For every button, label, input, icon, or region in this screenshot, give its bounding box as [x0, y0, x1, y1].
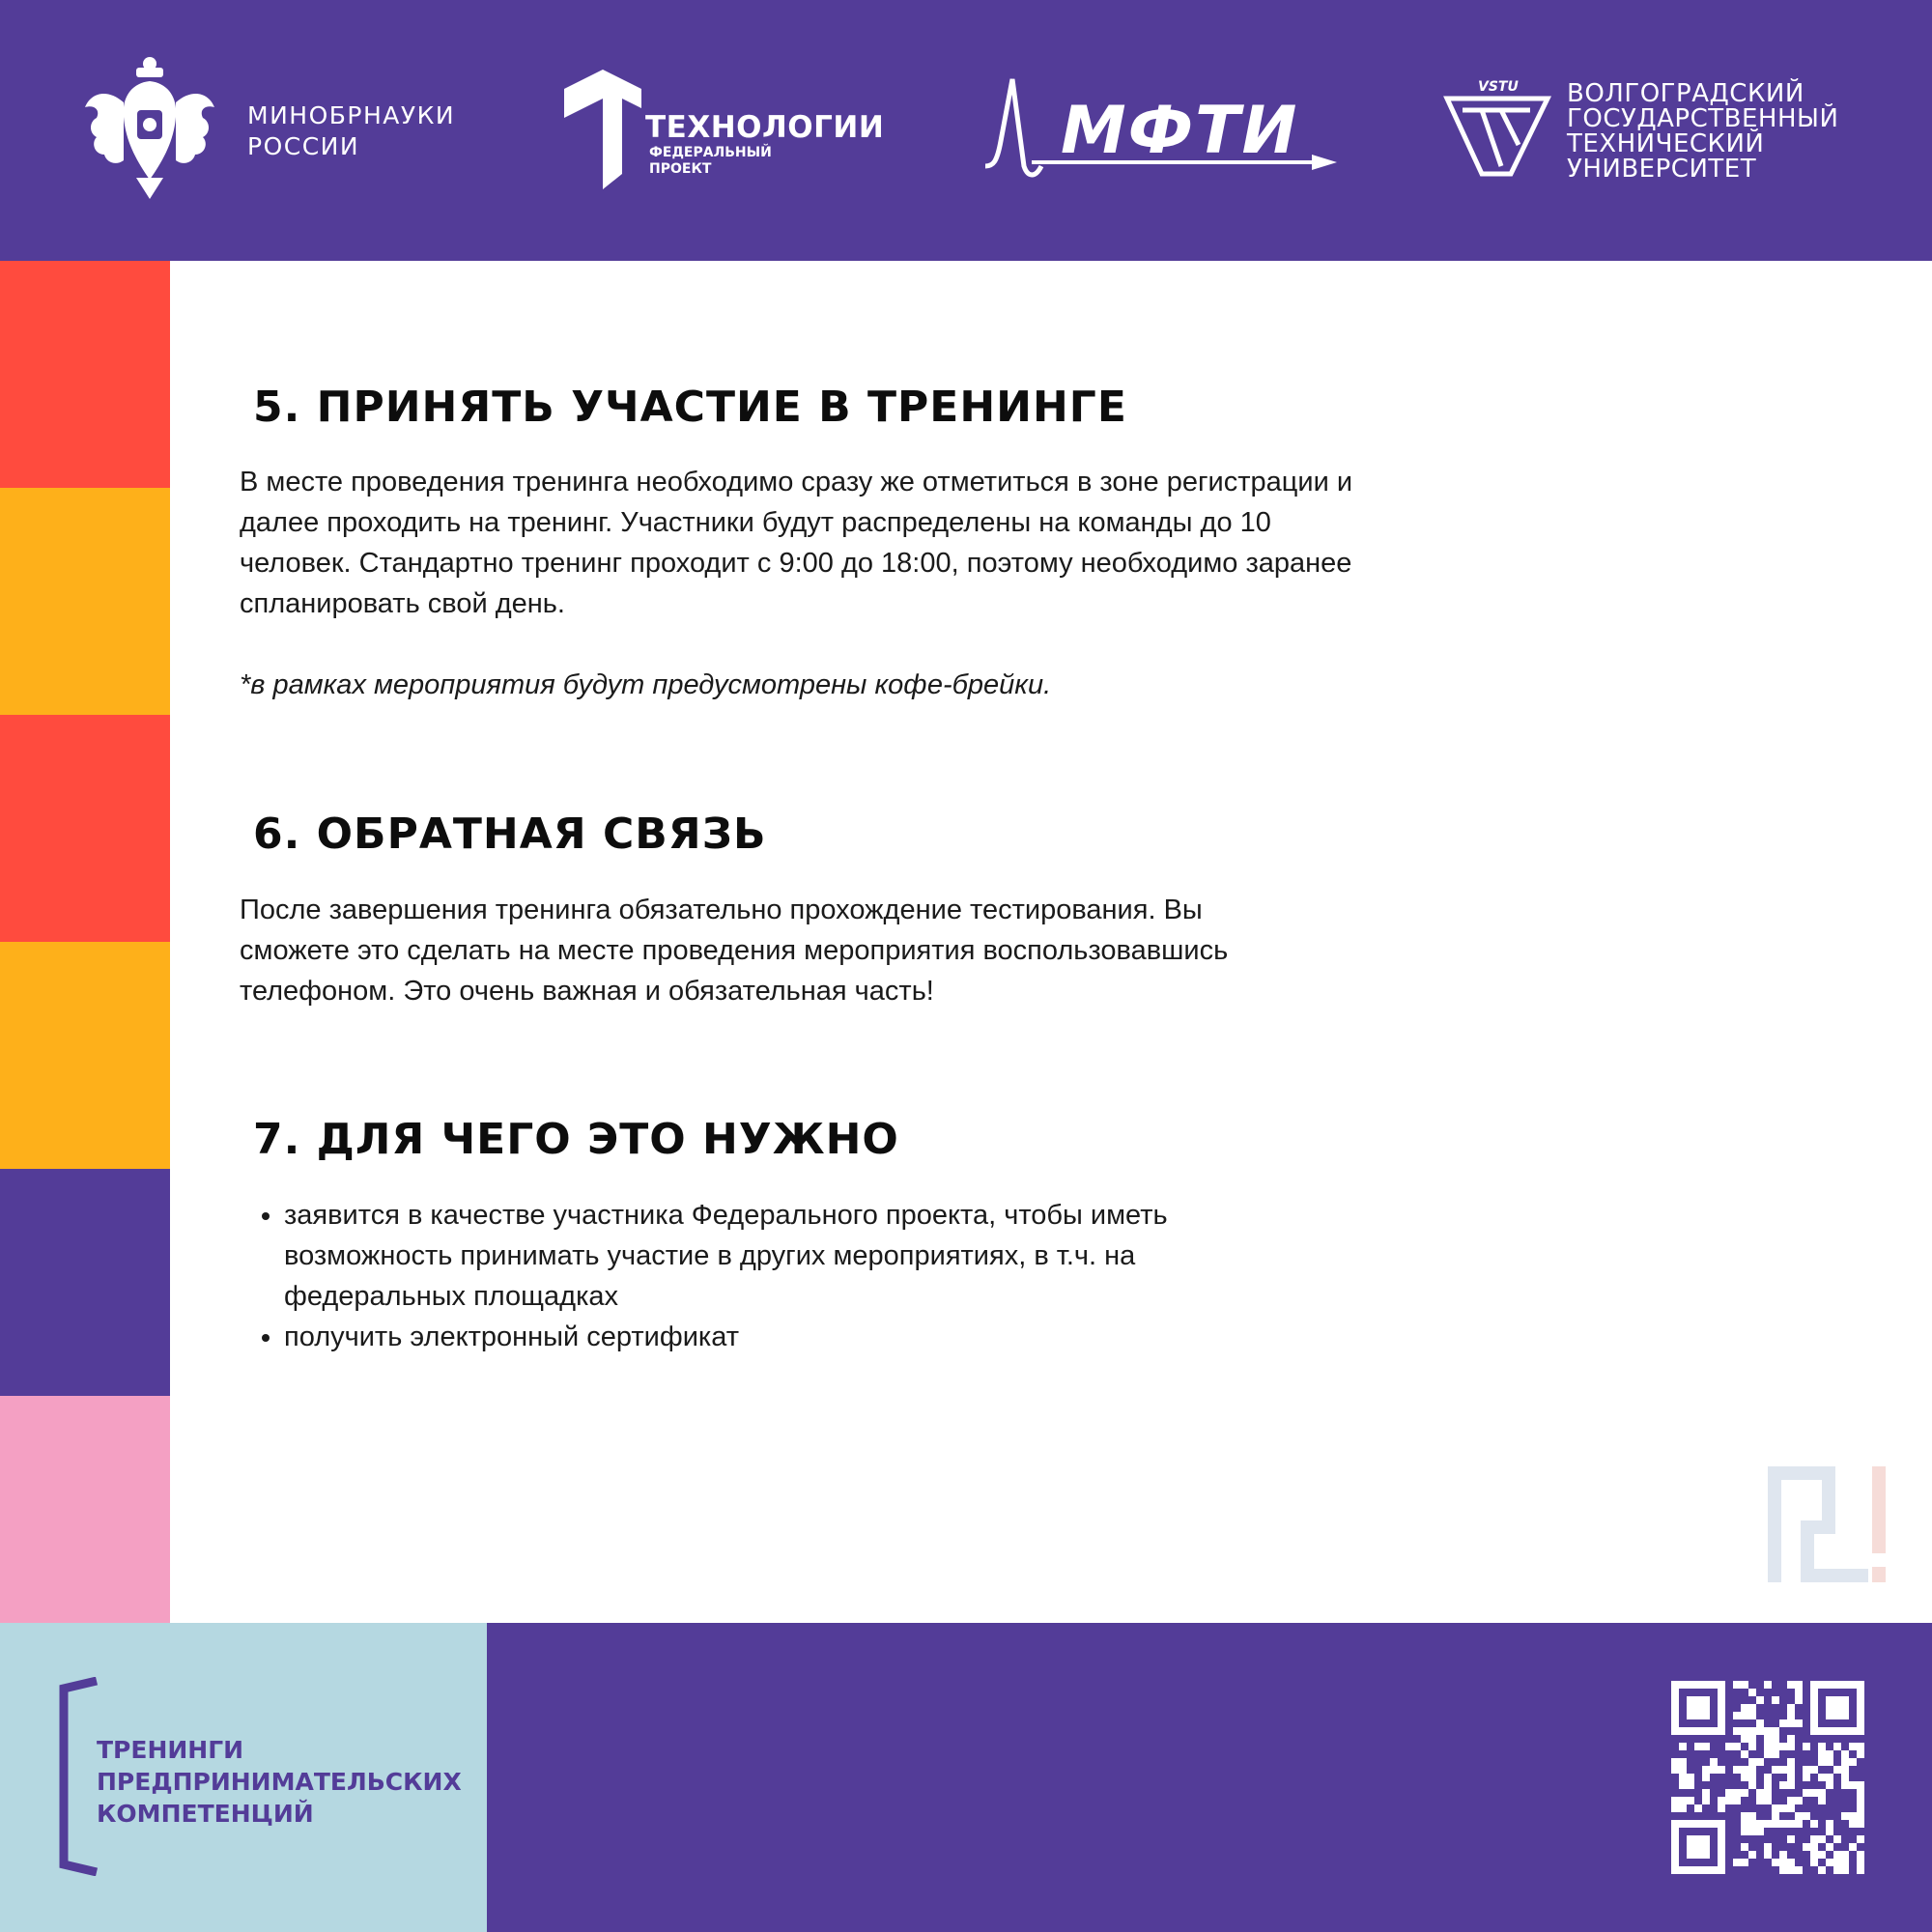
section-7-title: 7. ДЛЯ ЧЕГО ЭТО НУЖНО	[253, 1115, 899, 1164]
section-6-title: 6. ОБРАТНАЯ СВЯЗЬ	[253, 810, 767, 859]
list-item-line: • получить электронный сертификат	[284, 1321, 740, 1352]
section-5-line: далее проходить на тренинг. Участники будут распределены на команды до 10	[240, 507, 1271, 538]
footer-line1: ТРЕНИНГИ	[97, 1736, 244, 1764]
vstu-emblem-icon	[1443, 81, 1551, 178]
vstu-name	[1567, 81, 1838, 182]
ministry-logo-text	[247, 100, 455, 162]
ministry-line2: РОССИИ	[247, 132, 360, 160]
footer-bar	[487, 1623, 1932, 1932]
list-item-line: • заявится в качестве участника Федерального проекта, чтобы иметь	[284, 1200, 1168, 1231]
list-item	[284, 1317, 1168, 1357]
section-6-text	[240, 890, 1228, 1011]
stripe-orange	[0, 942, 170, 1169]
footer-title	[97, 1734, 462, 1830]
footer-line3: КОМПЕТЕНЦИЙ	[97, 1800, 314, 1828]
mipt-arrow-icon	[1032, 153, 1337, 172]
stripe-red	[0, 261, 170, 488]
technologies-logo-icon	[564, 70, 657, 189]
section-5-line: В месте проведения тренинга необходимо сразу же отметиться в зоне регистрации и	[240, 467, 1353, 497]
list-item	[284, 1195, 1168, 1317]
tech-sub2: ПРОЕКТ	[649, 161, 712, 177]
section-5-line: человек. Стандартно тренинг проходит с 9:00 до 18:00, поэтому необходимо заранее	[240, 548, 1352, 579]
stripe-purple	[0, 1169, 170, 1396]
list-item-line: федеральных площадках	[284, 1281, 619, 1312]
section-6-line: После завершения тренинга обязательно прохождение тестирования. Вы	[240, 895, 1203, 925]
mipt-title: МФТИ	[1061, 93, 1299, 169]
vstu-line3: ТЕХНИЧЕСКИЙ	[1567, 129, 1765, 158]
list-item-line: возможность принимать участие в других мероприятиях, в т.ч. на	[284, 1240, 1136, 1271]
section-5-title: 5. ПРИНЯТЬ УЧАСТИЕ В ТРЕНИНГЕ	[253, 383, 1127, 432]
stripe-orange	[0, 488, 170, 715]
tech-subtitle	[649, 145, 772, 178]
qr-code-icon[interactable]	[1671, 1681, 1864, 1874]
section-6-line: сможете это сделать на месте проведения мероприятия воспользовавшись	[240, 935, 1229, 966]
stripe-red	[0, 715, 170, 942]
bracket-icon	[54, 1677, 100, 1876]
tech-title: ТЕХНОЛОГИИ	[645, 110, 885, 145]
vstu-abbr: VSTU	[1478, 79, 1519, 95]
color-stripes	[0, 261, 170, 1623]
header-bar	[0, 0, 1932, 261]
vstu-line2: ГОСУДАРСТВЕННЫЙ	[1567, 104, 1839, 133]
watermark-logo-icon	[1768, 1466, 1893, 1582]
tech-sub1: ФЕДЕРАЛЬНЫЙ	[649, 145, 772, 160]
footer-line2: ПРЕДПРИНИМАТЕЛЬСКИХ	[97, 1768, 462, 1796]
vstu-line1: ВОЛГОГРАДСКИЙ	[1567, 79, 1804, 108]
section-6-line: телефоном. Это очень важная и обязательная часть!	[240, 976, 934, 1007]
vstu-line4: УНИВЕРСИТЕТ	[1567, 155, 1757, 184]
section-5-note: *в рамках мероприятия будут предусмотрены кофе-брейки.	[240, 669, 1052, 700]
coat-of-arms-icon	[83, 54, 216, 201]
ministry-line1: МИНОБРНАУКИ	[247, 101, 456, 129]
section-5-text	[240, 462, 1352, 624]
stripe-pink	[0, 1396, 170, 1623]
section-7-list	[240, 1195, 1168, 1357]
section-5-line: спланировать свой день.	[240, 588, 565, 619]
footer-brand-panel	[0, 1623, 487, 1932]
